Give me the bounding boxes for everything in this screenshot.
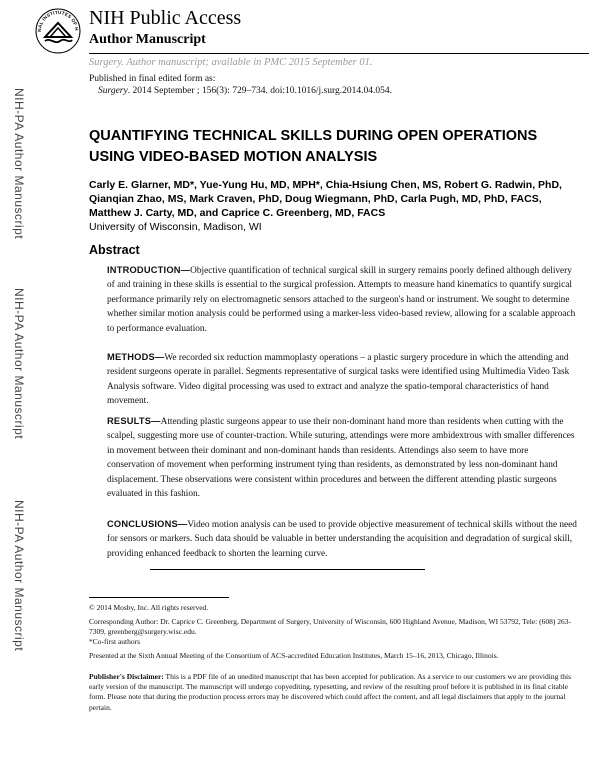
co-first-authors-note: *Co-first authors [89, 637, 141, 646]
introduction-label: INTRODUCTION— [107, 265, 191, 275]
abstract-introduction [107, 263, 577, 336]
author-list: Carly E. Glarner, MD*, Yue-Yung Hu, MD, MPH*, Chia-Hsiung Chen, MS, Robert G. Radwin, PhD, Qianqian Zhao, MS, Mark Craven, PhD, Doug Wiegmann, PhD, Carla Pugh, MD, PhD, FACS, Matthew J. Carty, MD, and Caprice C. Greenberg, MD, FACS [89, 179, 562, 219]
abstract-conclusions [107, 517, 577, 561]
abstract-heading: Abstract [89, 243, 140, 257]
methods-label: METHODS— [107, 352, 165, 362]
methods-text: We recorded six reduction mammoplasty operations – a plastic surgery procedure in which the attending and resident surgeons operate in parallel. Segments representative of surgical tasks were identified using Multimedia Video Task Analysis software. Video digital processing was used to extract and analyze the spatio-temporal characteristics of hand movement. [107, 353, 570, 407]
author-block [89, 178, 569, 234]
nih-public-access-title: NIH Public Access [89, 7, 242, 29]
abstract-results [107, 414, 577, 501]
side-watermark: NIH-PA Author Manuscript [12, 288, 26, 440]
availability-note: Surgery. Author manuscript; available in PMC 2015 September 01. [89, 57, 373, 68]
copyright-note: © 2014 Mosby, Inc. All rights reserved. [89, 603, 209, 612]
abstract-end-divider [150, 569, 425, 570]
conclusions-label: CONCLUSIONS— [107, 519, 188, 529]
publisher-disclaimer [89, 672, 584, 713]
author-manuscript-label: Author Manuscript [89, 32, 206, 47]
abstract-methods [107, 350, 577, 409]
logo-text: NAL INSTITUTES OF H [36, 9, 80, 32]
side-watermark: NIH-PA Author Manuscript [12, 88, 26, 240]
affiliation: University of Wisconsin, Madison, WI [89, 221, 262, 233]
side-watermark: NIH-PA Author Manuscript [12, 500, 26, 652]
results-label: RESULTS— [107, 416, 161, 426]
presentation-note: Presented at the Sixth Annual Meeting of the Consortium of ACS-accredited Education Institutes, March 15–16, 2013, Chicago, Illinois. [89, 651, 499, 660]
disclaimer-text: This is a PDF file of an unedited manuscript that has been accepted for publication. As a service to our customers we are providing this early version of the manuscript. The manuscript will undergo copyediting, typesetting, and review of the resulting proof before it is published in its final citable form. Please note that during the production process errors may be discovered which could affect the content, and all legal disclaimers that apply to the journal pertain. [89, 672, 572, 712]
article-title: QUANTIFYING TECHNICAL SKILLS DURING OPEN OPERATIONS USING VIDEO-BASED MOTION ANALYSIS [89, 128, 538, 165]
introduction-text: Objective quantification of technical surgical skill in surgery remains poorly defined although delivery of and training in these skills is essential to the surgical profession. Attempts to measure hand kinematics to quantify surgical performance primarily rely on electromagnetic sensors attached to the surgeon's hand or instrument. We sought to determine whether similar motion analysis could be performed using a marker-less video-based review, allowing for a scalable approach to performance evaluation. [107, 266, 576, 334]
disclaimer-label: Publisher's Disclaimer: [89, 672, 164, 681]
nih-seal-logo [35, 8, 81, 54]
conclusions-text: Video motion analysis can be used to provide objective measurement of technical skills without the need for sensors or markers. Such data should be valuable in better understanding the acquisition and degradation of surgical skill, providing enhanced feedback to shorten the learning curve. [107, 520, 577, 559]
citation-details: . 2014 September ; 156(3): 729–734. doi:10.1016/j.surg.2014.04.054. [127, 86, 392, 96]
published-intro: Published in final edited form as: [89, 74, 216, 84]
header-divider [89, 53, 589, 54]
footnote-divider [89, 597, 229, 598]
citation-journal: Surgery [98, 86, 128, 96]
citation [98, 86, 392, 96]
corresponding-author-note: Corresponding Author: Dr. Caprice C. Greenberg, Department of Surgery, University of Wisconsin, 600 Highland Avenue, Madison, WI 53792, Tele: (608) 263-7309, greenberg@surgery.wisc.edu. [89, 617, 571, 637]
results-text: Attending plastic surgeons appear to use their non-dominant hand more than residents when cutting with the scalpel, suggesting more use of counter-traction. While suturing, attendings were more ambidextrous with smaller differences in movement between their dominant and non-dominant hands than residents. Attendings also seem to have more conservation of movement when performing instrument tying than residents, as demonstrated by less non-dominant hand displacement. These observations were consistent within procedures and between the different attending plastic surgeons evaluated in this fashion. [107, 417, 575, 500]
